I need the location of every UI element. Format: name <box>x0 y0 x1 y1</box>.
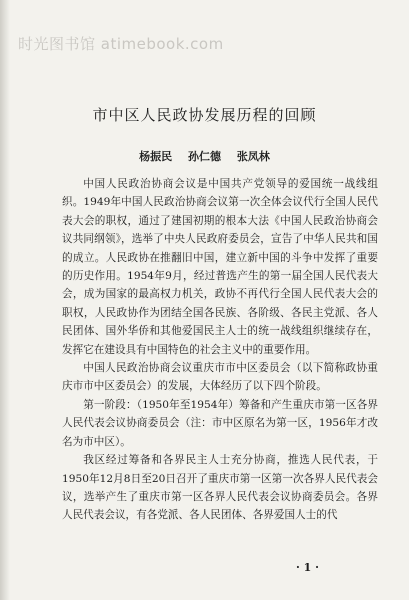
scan-edge-shadow <box>0 0 10 600</box>
paragraph: 第一阶段：（1950年至1954年）筹备和产生重庆市第一区各界人民代表会议协商委员会（注：市中区原名为第一区，1956年才改名为市中区）。 <box>62 398 378 448</box>
page-number: · 1 · <box>296 561 319 574</box>
paragraph: 中国人民政治协商会议重庆市市中区委员会（以下简称政协重庆市市中区委员会）的发展，大体经历了以下四个阶段。 <box>62 362 378 393</box>
article-body <box>62 175 378 525</box>
article-title: 市中区人民政协发展历程的回顾 <box>92 106 317 124</box>
paragraph: 我区经过筹备和各界民主人士充分协商，推选人民代表，于1950年12月8日至20日召开了重庆市第一区第一次各界人民代表会议，选举产生了重庆市第一区各界人民代表会议协商委员会。各界人民代表会议，有各党派、各人民团体、各界爱国人士的代 <box>62 454 378 522</box>
paragraph: 中国人民政治协商会议是中国共产党领导的爱国统一战线组织。1949年中国人民政治协商会议第一次全体会议代行全国人民代表大会的职权，通过了建国初期的根本大法《中国人民政治协商会议共同纲领》，选举了中央人民政府委员会，宣告了中华人民共和国的成立。人民政协在推翻旧中国，建立新中国的斗争中发挥了重要的历史作用。1954年9月，经过普选产生的第一届全国人民代表大会，成为国家的最高权力机关，政协不再代行全国人民代表大会的职权，人民政协作为团结全国各民族、各阶级、各民主党派、各人民团体、国外华侨和其他爱国民主人士的统一战线组织继续存在，发挥它在建设具有中国特色的社会主义中的重要作用。 <box>62 178 378 356</box>
article-authors: 杨振民 孙仁德 张凤林 <box>139 150 270 163</box>
watermark: 时光图书馆 atimebook.com <box>18 35 224 53</box>
